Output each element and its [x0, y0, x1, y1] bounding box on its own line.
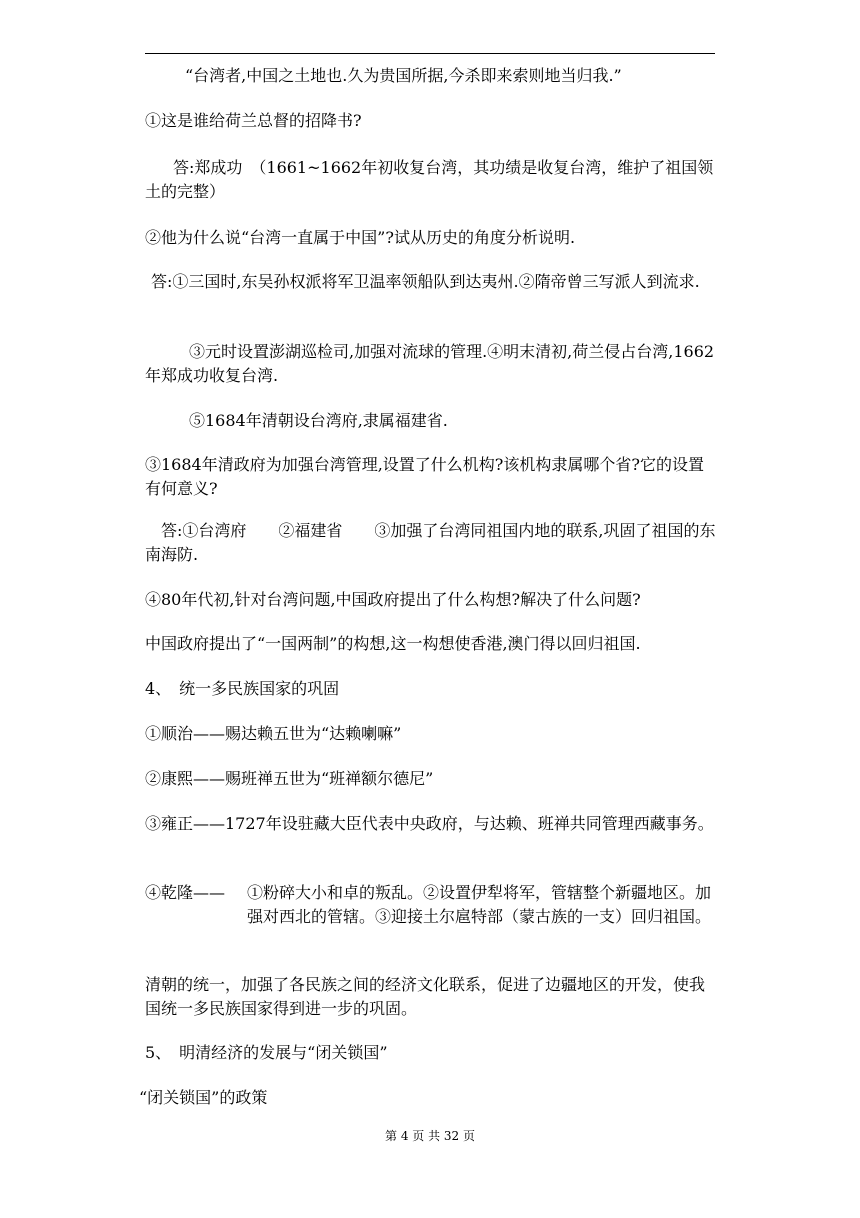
policy-heading: “闭关锁国”的政策: [139, 1088, 268, 1107]
section-4-item-3: ③雍正——1727年设驻藏大臣代表中央政府，与达赖、班禅共同管理西藏事务。: [145, 814, 714, 833]
section-4-item-4-body: ①粉碎大小和卓的叛乱。②设置伊犁将军，管辖整个新疆地区。加强对西北的管辖。③迎接土尔扈特部（蒙古族的一支）回归祖国。: [247, 883, 712, 926]
question-3: ③1684年清政府为加强台湾管理,设置了什么机构?该机构隶属哪个省?它的设置有何意义?: [145, 455, 704, 498]
quote-text: “台湾者,中国之土地也.久为贵国所据,今杀即来索则地当归我.”: [185, 66, 622, 85]
question-2: ②他为什么说“台湾一直属于中国”?试从历史的角度分析说明.: [145, 228, 576, 247]
header-rule: [145, 53, 715, 54]
answer-1: 答:郑成功 （1661~1662年初收复台湾，其功绩是收复台湾，维护了祖国领土的完整）: [145, 158, 714, 201]
answer-2-part-3: ⑤1684年清朝设台湾府,隶属福建省.: [189, 411, 448, 430]
answer-3: 答:①台湾府 ②福建省 ③加强了台湾同祖国内地的联系,巩固了祖国的东南海防.: [145, 521, 716, 564]
section-4-heading: 4、 统一多民族国家的巩固: [145, 679, 340, 698]
answer-2-part-2: ③元时设置澎湖巡检司,加强对流球的管理.④明末清初,荷兰侵占台湾,1662年郑成功收复台湾.: [145, 342, 715, 385]
question-1: ①这是谁给荷兰总督的招降书?: [145, 111, 362, 130]
section-4-item-2: ②康熙——赐班禅五世为“班禅额尔德尼”: [145, 769, 434, 788]
section-4-item-1: ①顺治——赐达赖五世为“达赖喇嘛”: [145, 724, 402, 743]
section-5-heading: 5、 明清经济的发展与“闭关锁国”: [145, 1043, 388, 1062]
answer-2-part-1: 答:①三国时,东吴孙权派将军卫温率领船队到达夷州.②隋帝曾三写派人到流求.: [151, 272, 700, 291]
question-4: ④80年代初,针对台湾问题,中国政府提出了什么构想?解决了什么问题?: [145, 590, 641, 609]
page-footer: 第 4 页 共 32 页: [385, 1129, 475, 1143]
section-4-item-4-label: ④乾隆——: [145, 883, 226, 902]
summary-paragraph: 清朝的统一，加强了各民族之间的经济文化联系，促进了边疆地区的开发，使我国统一多民族国家得到进一步的巩固。: [145, 975, 706, 1018]
answer-4: 中国政府提出了“一国两制”的构想,这一构想使香港,澳门得以回归祖国.: [145, 634, 641, 653]
